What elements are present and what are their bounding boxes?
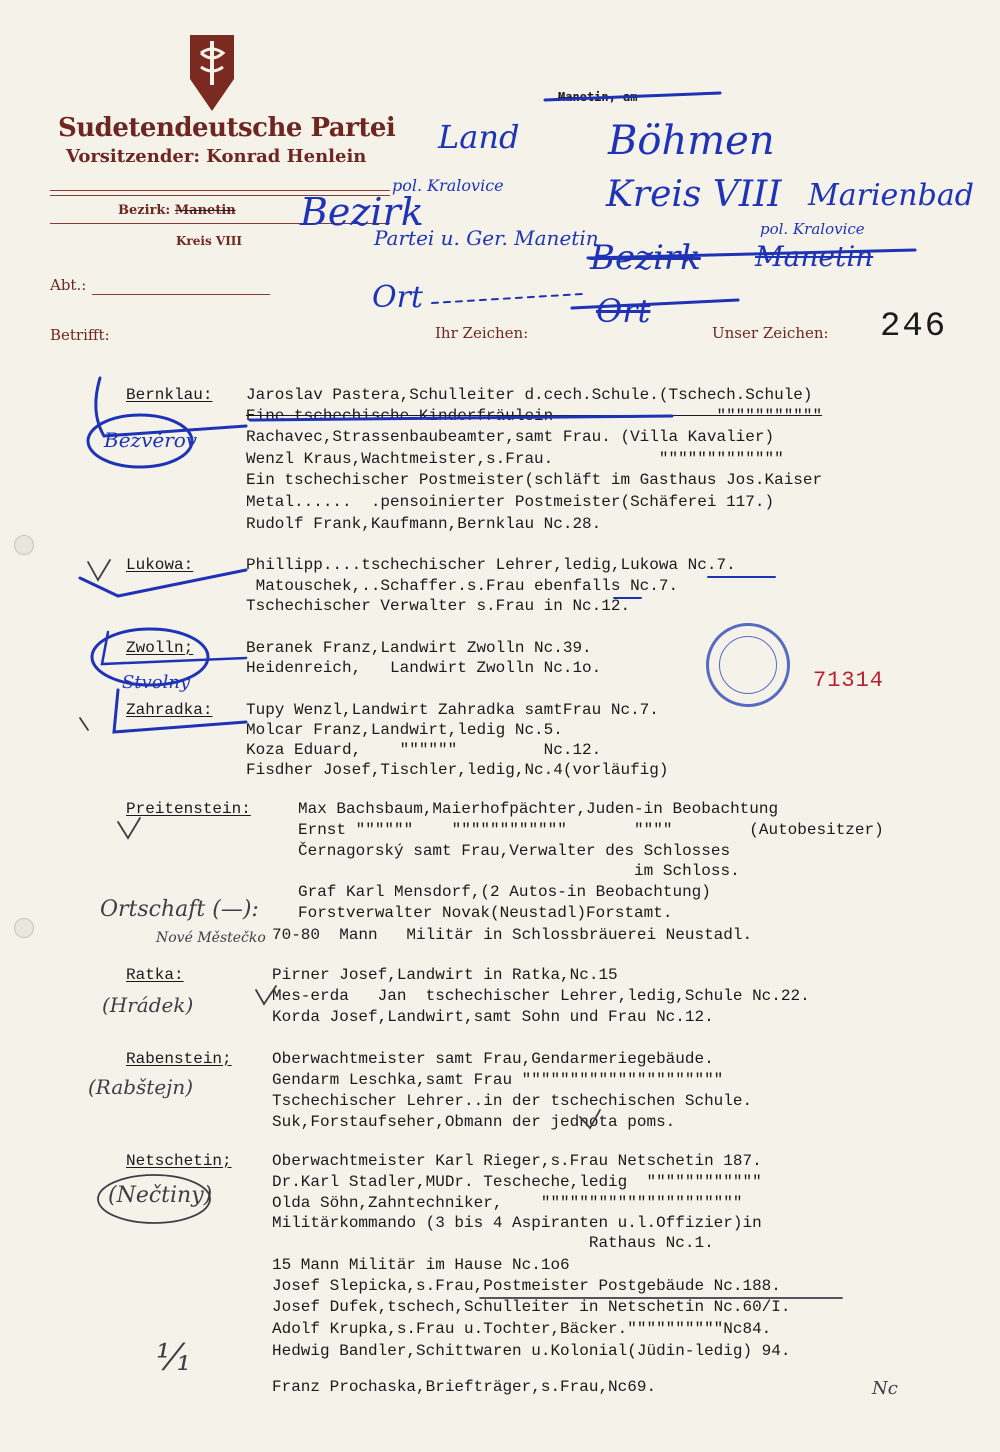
entry-line: im Schloss. <box>298 862 740 880</box>
entry-line: Hedwig Bandler,Schittwaren u.Kolonial(Jüdin-ledig) 94. <box>272 1342 791 1360</box>
place-label-preitenstein: Preitenstein: <box>126 800 251 818</box>
entry-line: Matouschek,..Schaffer.s.Frau ebenfalls Nc.7. <box>246 577 679 595</box>
entry-line: Olda Söhn,Zahntechniker, """"""""""""""""""""" <box>272 1194 743 1212</box>
hw-note-stvolny: Stvolny <box>122 672 191 693</box>
hw-bezirk-struck-over: pol. Kralovice <box>760 220 865 238</box>
entry-line: Wenzl Kraus,Wachtmeister,s.Frau. """"""""""""" <box>246 450 784 468</box>
betrifft-label: Betrifft: <box>50 326 110 344</box>
entry-line: Jaroslav Pastera,Schulleiter d.cech.Schule.(Tschech.Schule) <box>246 386 813 404</box>
entry-line: Tschechischer Lehrer..in der tschechischen Schule. <box>272 1092 753 1110</box>
pencil-fraction: ⅟₁ <box>156 1338 191 1379</box>
top-right-typed-place: Manetin, am <box>558 90 638 104</box>
chairman-line: Vorsitzender: Konrad Henlein <box>66 146 367 167</box>
pencil-nectiny: (Nečtiny) <box>108 1183 213 1208</box>
hw-bezirk-struck: Bezirk <box>590 238 701 278</box>
hw-ort: Ort <box>372 280 423 315</box>
entry-line: Beranek Franz,Landwirt Zwolln Nc.39. <box>246 639 592 657</box>
entry-line: Rachavec,Strassenbaubeamter,samt Frau. (Villa Kavalier) <box>246 428 775 446</box>
entry-line: Metal...... .pensoinierter Postmeister(Schäferei 117.) <box>246 493 775 511</box>
pencil-ortschaft: Ortschaft (—): <box>100 897 259 922</box>
entry-line: Josef Dufek,tschech,Schulleiter in Netschetin Nc.60/I. <box>272 1298 791 1316</box>
unser-zeichen-label: Unser Zeichen: <box>712 324 829 342</box>
entry-line: Phillipp....tschechischer Lehrer,ledig,Lukowa Nc.7. <box>246 556 736 574</box>
entry-line: Militärkommando (3 bis 4 Aspiranten u.l.Offizier)in <box>272 1214 762 1232</box>
kreis-label: Kreis VIII <box>176 234 243 248</box>
place-label-bernklau: Bernklau: <box>126 386 213 404</box>
hw-land-value: Böhmen <box>608 118 775 164</box>
hw-partei-ger: Partei u. Ger. Manetin <box>374 226 599 250</box>
pencil-rabstejn: (Rabštejn) <box>88 1075 194 1099</box>
entry-line: Tschechischer Verwalter s.Frau in Nc.12. <box>246 597 631 615</box>
red-stamp-number: 71314 <box>813 668 885 693</box>
pencil-nove-mitrosko: Nové Městečko <box>156 930 266 946</box>
entry-line: Ernst """""" """""""""""" """" (Autobesitzer) <box>298 821 884 839</box>
entry-line: Fisdher Josef,Tischler,ledig,Nc.4(vorläufig) <box>246 761 669 779</box>
entry-line: Adolf Krupka,s.Frau u.Tochter,Bäcker.""""""""""Nc84. <box>272 1320 772 1338</box>
entry-line: 15 Mann Militär im Hause Nc.1o6 <box>272 1256 570 1274</box>
hw-land: Land <box>438 118 520 156</box>
place-label-zwolln: Zwolln; <box>126 639 194 657</box>
place-label-zahradka: Zahradka: <box>126 701 213 719</box>
ihr-zeichen-label: Ihr Zeichen: <box>435 324 529 342</box>
entry-line: Černagorský samt Frau,Verwalter des Schlosses <box>298 842 731 860</box>
hw-note-bezverov: Bezvěrov <box>104 428 198 452</box>
place-label-netschetin: Netschetin; <box>126 1152 232 1170</box>
entry-line: Dr.Karl Stadler,MUDr. Tescheche,ledig """""""""""" <box>272 1173 762 1191</box>
party-name: Sudetendeutsche Partei <box>58 113 396 143</box>
place-label-ratka: Ratka: <box>126 966 184 984</box>
entry-line: Rudolf Frank,Kaufmann,Bernklau Nc.28. <box>246 515 602 533</box>
entry-line: Franz Prochaska,Briefträger,s.Frau,Nc69. <box>272 1378 657 1396</box>
pencil-nc-right: Nc <box>872 1378 898 1399</box>
entry-line: Suk,Forstaufseher,Obmann der jednota poms. <box>272 1113 676 1131</box>
hw-bezirk: Bezirk <box>300 190 424 234</box>
entry-line: Graf Karl Mensdorf,(2 Autos-in Beobachtung) <box>298 883 711 901</box>
entry-line: Mes-erda Jan tschechischer Lehrer,ledig,Schule Nc.22. <box>272 987 810 1005</box>
bezirk-label: Bezirk: <box>118 203 171 218</box>
bezirk-value-struck: Manetin <box>174 203 236 218</box>
hw-pol-kralovice: pol. Kralovice <box>392 176 504 195</box>
entry-line: Rathaus Nc.1. <box>272 1234 714 1252</box>
entry-line: Korda Josef,Landwirt,samt Sohn und Frau Nc.12. <box>272 1008 714 1026</box>
entry-line: Tupy Wenzl,Landwirt Zahradka samtFrau Nc.7. <box>246 701 659 719</box>
entry-line: Oberwachtmeister Karl Rieger,s.Frau Netschetin 187. <box>272 1152 762 1170</box>
place-label-lukowa: Lukowa: <box>126 556 194 574</box>
hw-kreis: Kreis VIII <box>606 174 782 215</box>
hw-bezirk-struck-value: Manetin <box>755 240 874 273</box>
document-number: 246 <box>880 308 948 346</box>
hw-ort-struck: Ort <box>596 292 651 330</box>
entry-line: Pirner Josef,Landwirt in Ratka,Nc.15 <box>272 966 618 984</box>
entry-line: Oberwachtmeister samt Frau,Gendarmeriegebäude. <box>272 1050 714 1068</box>
entry-line: Forstverwalter Novak(Neustadl)Forstamt. <box>298 904 673 922</box>
abt-label: Abt.: <box>50 276 87 294</box>
entry-line: Max Bachsbaum,Maierhofpächter,Juden-in Beobachtung <box>298 800 779 818</box>
entry-line: Josef Slepicka,s.Frau,Postmeister Postgebäude Nc.188. <box>272 1277 781 1295</box>
pencil-hradek: (Hrádek) <box>102 993 194 1017</box>
hw-kreis-value: Marienbad <box>808 178 974 213</box>
entry-line: Molcar Franz,Landwirt,ledig Nc.5. <box>246 721 563 739</box>
entry-line: Ein tschechischer Postmeister(schläft im Gasthaus Jos.Kaiser <box>246 471 823 489</box>
entry-line: Eine tschechische Kinderfräulein """"""""""" <box>246 407 823 425</box>
place-label-rabenstein: Rabenstein; <box>126 1050 232 1068</box>
entry-line: Heidenreich, Landwirt Zwolln Nc.1o. <box>246 659 602 677</box>
entry-line: 70-80 Mann Militär in Schlossbräuerei Neustadl. <box>272 926 753 944</box>
entry-line: Koza Eduard, """""" Nc.12. <box>246 741 602 759</box>
entry-line: Gendarm Leschka,samt Frau """"""""""""""""""""" <box>272 1071 724 1089</box>
